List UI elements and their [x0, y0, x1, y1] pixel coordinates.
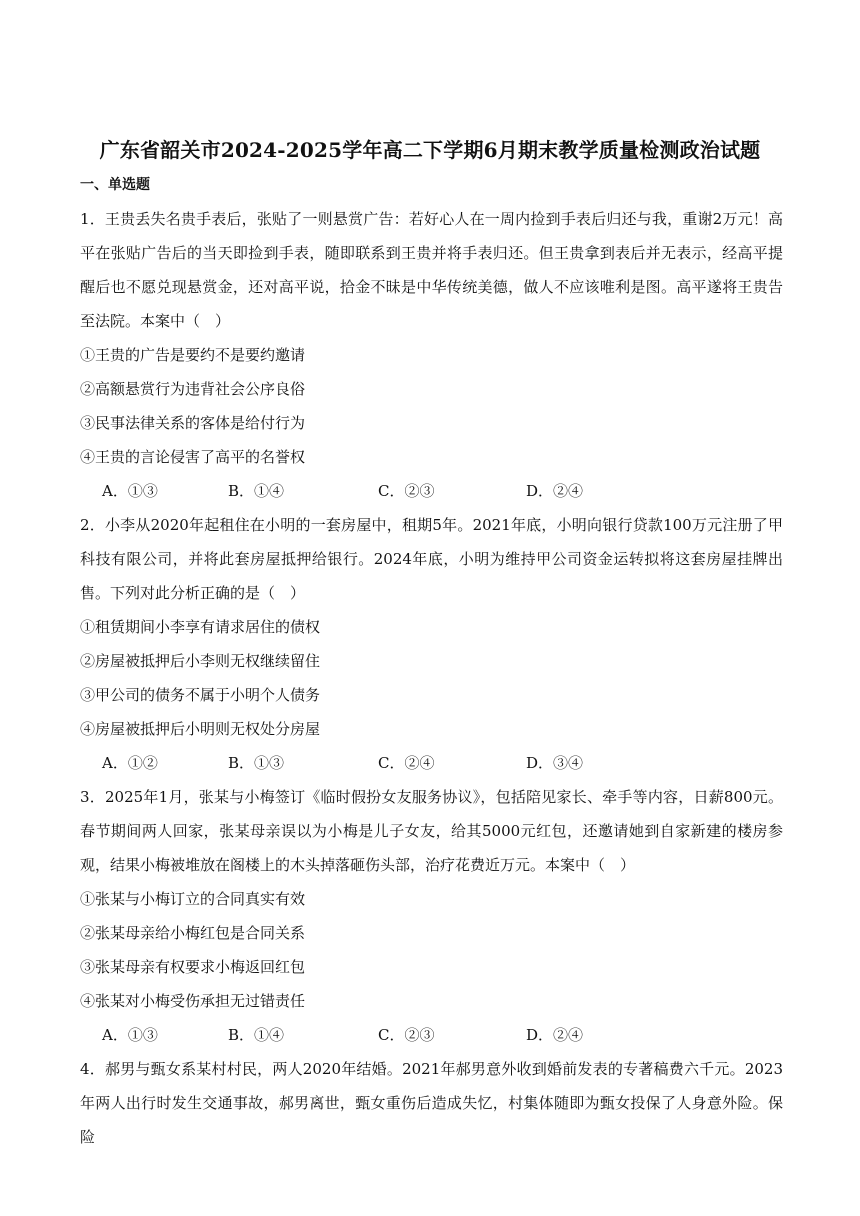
question-2 [80, 508, 783, 780]
choice-c: C．②③ [378, 1026, 435, 1044]
choice-a: A．①③ [102, 1026, 158, 1044]
choice-c: C．②③ [378, 482, 435, 500]
statement-option: ①张某与小梅订立的合同真实有效 [80, 890, 306, 908]
questions-container [80, 202, 783, 1154]
statement-option: ④王贵的言论侵害了高平的名誉权 [80, 448, 306, 466]
choice-d: D．③④ [526, 754, 584, 772]
question-stem: 3．2025年1月，张某与小梅签订《临时假扮女友服务协议》，包括陪见家长、牵手等内容，日薪800元。春节期间两人回家，张某母亲误以为小梅是儿子女友，给其5000元红包，还邀请她到自家新建的楼房参观，结果小梅被堆放在阁楼上的木头掉落砸伤头部，治疗花费近万元。本案中（ ） [80, 788, 783, 874]
choice-b: B．①④ [228, 482, 285, 500]
question-4 [80, 1052, 783, 1154]
question-stem: 4．郝男与甄女系某村村民，两人2020年结婚。2021年郝男意外收到婚前发表的专著稿费六千元。2023年两人出行时发生交通事故，郝男离世，甄女重伤后造成失忆，村集体随即为甄女投保了人身意外险。保险 [80, 1060, 783, 1146]
statement-option: ③甲公司的债务不属于小明个人债务 [80, 686, 321, 704]
answer-choices [80, 746, 783, 780]
choice-b: B．①④ [228, 1026, 285, 1044]
answer-choices [80, 1018, 783, 1052]
statement-option: ④张某对小梅受伤承担无过错责任 [80, 992, 306, 1010]
statement-option: ②高额悬赏行为违背社会公序良俗 [80, 380, 306, 398]
answer-choices [80, 474, 783, 508]
statement-option: ①王贵的广告是要约不是要约邀请 [80, 346, 306, 364]
page-title: 广东省韶关市2024-2025学年高二下学期6月期末教学质量检测政治试题 [99, 138, 761, 162]
choice-b: B．①③ [228, 754, 285, 772]
question-1 [80, 202, 783, 508]
statement-option: ③张某母亲有权要求小梅返回红包 [80, 958, 306, 976]
choice-a: A．①③ [102, 482, 158, 500]
section-heading: 一、单选题 [80, 177, 150, 193]
statement-option: ④房屋被抵押后小明则无权处分房屋 [80, 720, 321, 738]
question-3 [80, 780, 783, 1052]
choice-c: C．②④ [378, 754, 435, 772]
statement-option: ①租赁期间小李享有请求居住的债权 [80, 618, 321, 636]
question-stem: 2．小李从2020年起租住在小明的一套房屋中，租期5年。2021年底，小明向银行贷款100万元注册了甲科技有限公司，并将此套房屋抵押给银行。2024年底，小明为维持甲公司资金运转拟将这套房屋挂牌出售。下列对此分析正确的是（ ） [80, 516, 783, 602]
statement-option: ③民事法律关系的客体是给付行为 [80, 414, 306, 432]
statement-option: ②张某母亲给小梅红包是合同关系 [80, 924, 306, 942]
question-stem: 1．王贵丢失名贵手表后，张贴了一则悬赏广告：若好心人在一周内捡到手表后归还与我，重谢2万元！高平在张贴广告后的当天即捡到手表，随即联系到王贵并将手表归还。但王贵拿到表后并无表示，经高平提醒后也不愿兑现悬赏金，还对高平说，拾金不昧是中华传统美德，做人不应该唯利是图。高平遂将王贵告至法院。本案中（ ） [80, 210, 783, 330]
choice-d: D．②④ [526, 1026, 584, 1044]
choice-a: A．①② [102, 754, 158, 772]
choice-d: D．②④ [526, 482, 584, 500]
statement-option: ②房屋被抵押后小李则无权继续留住 [80, 652, 321, 670]
